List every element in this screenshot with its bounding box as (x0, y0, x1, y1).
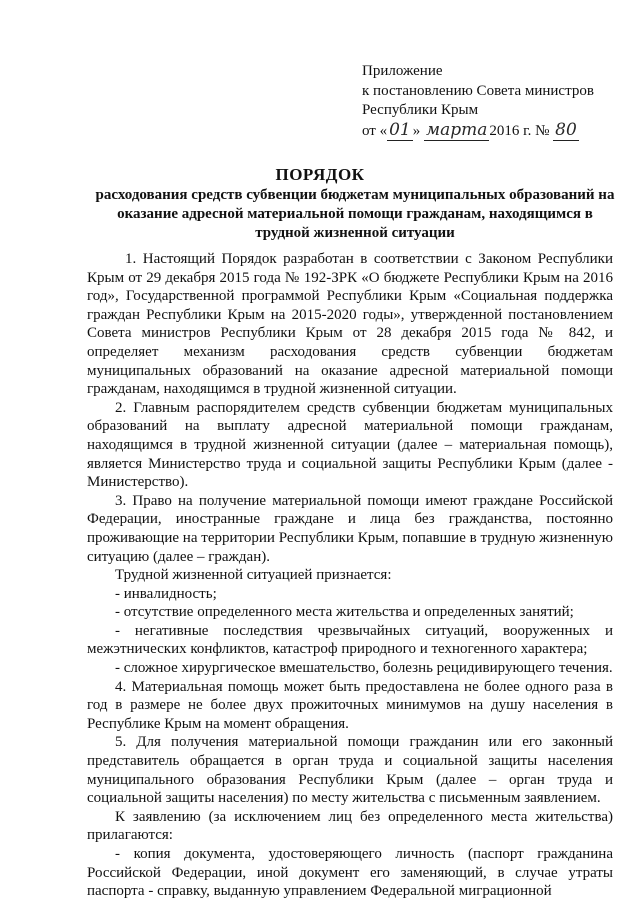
appendix-line-1: Приложение (362, 63, 443, 79)
document-title: ПОРЯДОК (275, 165, 365, 184)
handwritten-number: 80 (555, 119, 577, 140)
appendix-block (362, 62, 632, 141)
paragraph-situation-intro: Трудной жизненной ситуацией признается: (115, 567, 392, 584)
paragraph-3: 3. Право на получение материальной помощи имеют граждане Российской Федерации, иностранные граждане и лица без гражданства, постоянно проживающие на территории Республики Крым, попавшие в трудную жизненную ситуацию (далее – граждан). (87, 492, 613, 565)
paragraph-2: 2. Главным распорядителем средств субвенции бюджетам муниципальных образований на выплату адресной материальной помощи гражданам, находящимся в трудной жизненной ситуации (далее – материальная помощь), является Министерство труда и социальной защиты Республики Крым (далее - Министерство). (87, 399, 613, 491)
handwritten-day: 01 (389, 119, 411, 140)
date-prefix: от « (362, 122, 388, 139)
paragraph-4: 4. Материальная помощь может быть предоставлена не более одного раза в год в размере не более двух прожиточных минимумов на душу населения в Республике Крым на момент обращения. (87, 678, 613, 732)
appendix-line-3: Республики Крым (362, 102, 479, 118)
list-item-emergencies: - негативные последствия чрезвычайных ситуаций, вооруженных и межэтнических конфликтов, катастроф природного и техногенного характера; (87, 622, 613, 658)
appendix-line-2: к постановлению Совета министров (362, 82, 594, 99)
list-item-id-copy: - копия документа, удостоверяющего личность (паспорт гражданина Российской Федерации, иной документ его заменяющий, в случае утраты паспорта - справку, выданную управлением Федеральной миграционной (87, 846, 613, 900)
list-item-no-residence: - отсутствие определенного места жительства и определенных занятий; (115, 604, 574, 621)
handwritten-month: марта (426, 119, 488, 140)
list-item-surgery: - сложное хирургическое вмешательство, болезнь рецидивирующего течения. (115, 660, 613, 677)
list-item-disability: - инвалидность; (115, 585, 217, 602)
appendix-date-line (362, 121, 632, 142)
document-subtitle: расходования средств субвенции бюджетам муниципальных образований на оказание адресной материальной помощи гражданам, находящимся в трудной жизненной ситуации (95, 187, 615, 241)
paragraph-attachments-intro: К заявлению (за исключением лиц без определенного места жительства) прилагаются: (87, 808, 613, 844)
paragraph-1: 1. Настоящий Порядок разработан в соответствии с Законом Республики Крым от 29 декабря 2015 года № 192-ЗРК «О бюджете Республики Крым на 2016 год», Государственной программой Республики Крым «Социальная поддержка граждан Республики Крым на 2015-2020 годы», утвержденной постановлением Совета министров Республики Крым от 28 декабря 2015 года № 842, и определяет механизм расходования средств субвенции бюджетам муниципальных образований на оказание адресной материальной помощи гражданам, находящимся в трудной жизненной ситуации. (87, 251, 613, 398)
document-body (87, 250, 613, 901)
paragraph-5: 5. Для получения материальной помощи гражданин или его законный представитель обращается в орган труда и социальной защиты населения муниципального образования Республики Крым (далее – орган труда и социальной защиты населения) по месту жительства с письменным заявлением. (87, 734, 613, 807)
date-mid: » (412, 122, 421, 139)
date-year: 2016 г. № (489, 122, 550, 139)
